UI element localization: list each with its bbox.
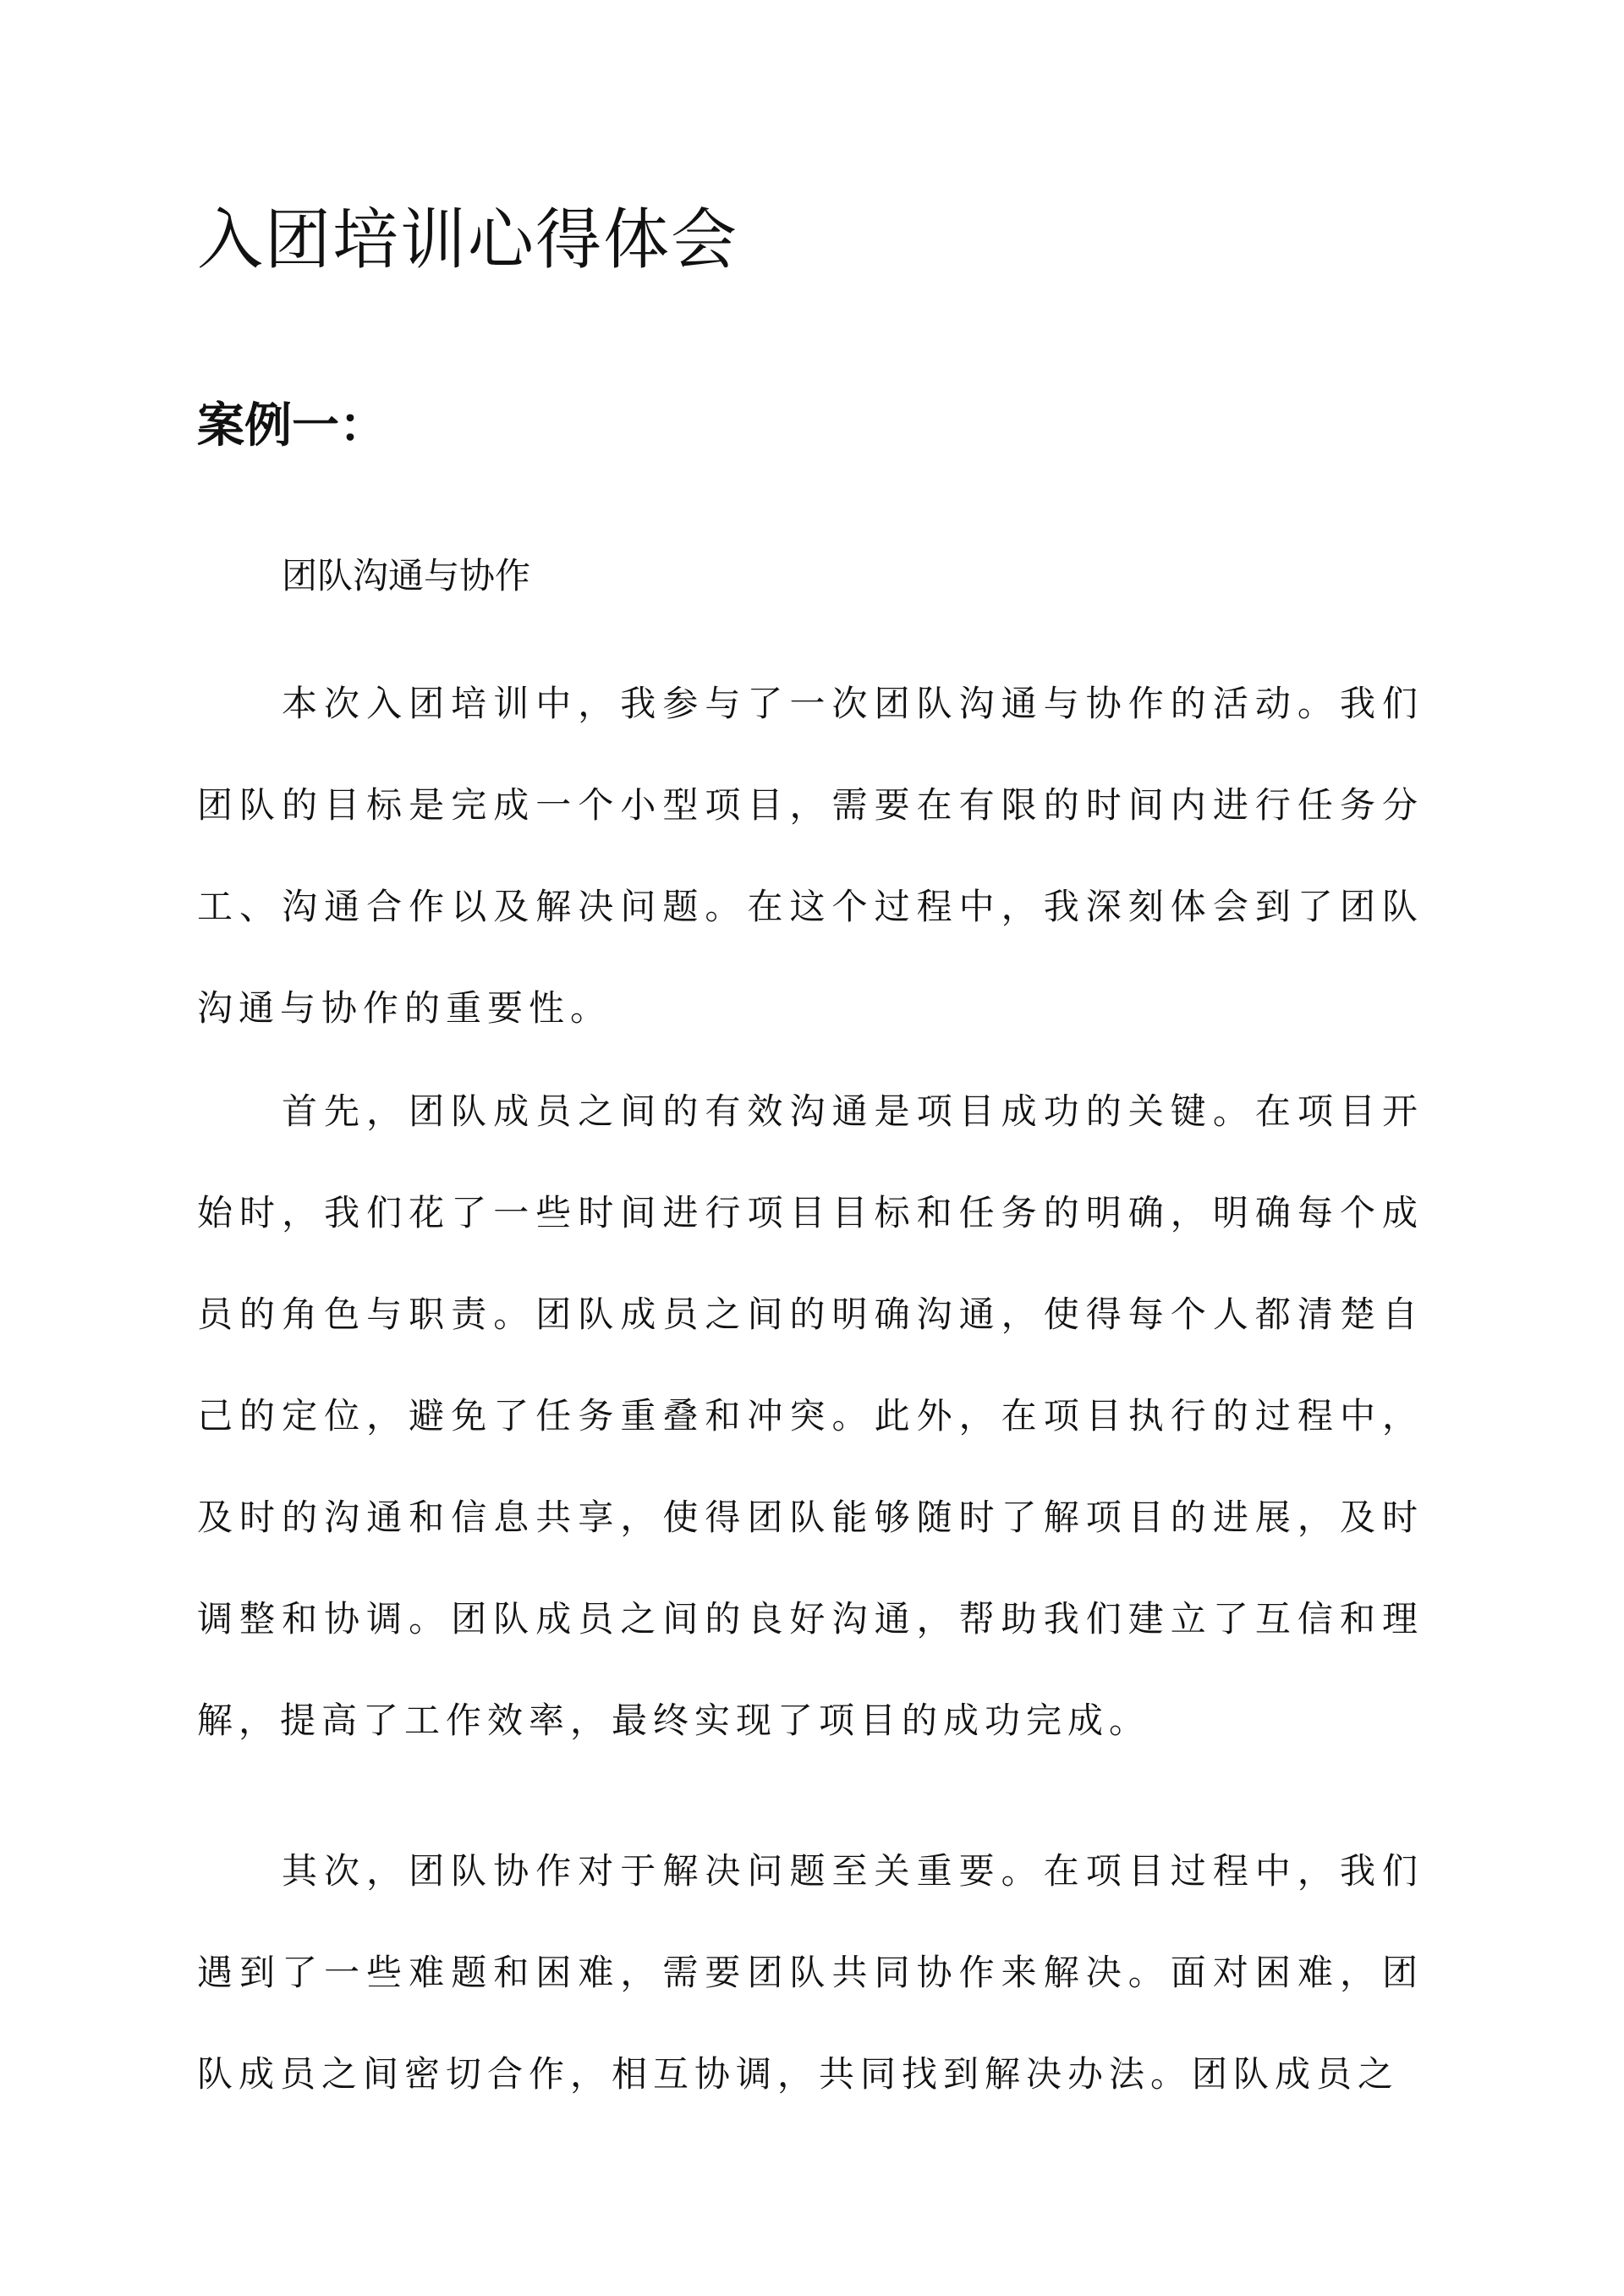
document-title: 入团培训心得体会 (197, 202, 739, 278)
paragraph-3: 其次，团队协作对于解决问题至关重要。在项目过程中，我们遇到了一些难题和困难，需要团队共同协作来解决。面对困难，团队成员之间密切合作，相互协调，共同找到解决办法。团队成员之 (197, 1850, 1424, 2095)
paragraph-1: 本次入团培训中，我参与了一次团队沟通与协作的活动。我们团队的目标是完成一个小型项目，需要在有限的时间内进行任务分工、沟通合作以及解决问题。在这个过程中，我深刻体会到了团队沟通与协作的重要性。 (197, 683, 1424, 1029)
section-heading: 案例一： (197, 398, 387, 453)
paragraph-2: 首先，团队成员之间的有效沟通是项目成功的关键。在项目开始时，我们花了一些时间进行项目目标和任务的明确，明确每个成员的角色与职责。团队成员之间的明确沟通，使得每个人都清楚自己的定位，避免了任务重叠和冲突。此外，在项目执行的过程中，及时的沟通和信息共享，使得团队能够随时了解项目的进展，及时调整和协调。团队成员之间的良好沟通，帮助我们建立了互信和理解，提高了工作效率，最终实现了项目的成功完成。 (197, 1090, 1424, 1741)
case-subtitle: 团队沟通与协作 (282, 555, 531, 596)
